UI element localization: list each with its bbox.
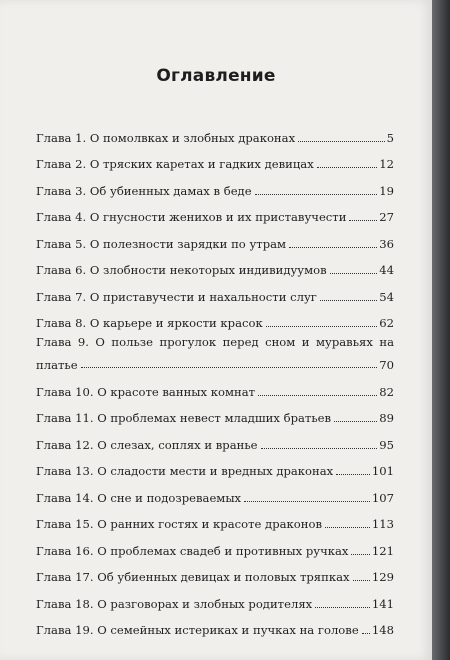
toc-page-number: 27: [379, 210, 394, 224]
toc-page-number: 82: [379, 384, 394, 399]
toc-leader-dots: [334, 420, 377, 422]
toc-entry: [36, 306, 394, 331]
table-of-contents: [36, 120, 394, 637]
toc-entry-label: Глава 13. О сладости мести и вредных драконах: [36, 464, 334, 478]
toc-leader-dots: [261, 447, 378, 449]
toc-leader-dots: [351, 553, 369, 555]
toc-entry: [36, 200, 394, 225]
toc-entry-label: Глава 2. О тряских каретах и гадких девицах: [36, 157, 314, 171]
toc-leader-dots: [244, 500, 370, 502]
toc-page-number: 5: [386, 130, 394, 145]
toc-entry-label: Глава 4. О гнусности женихов и их приставучести: [36, 210, 347, 224]
toc-page-number: 101: [371, 464, 394, 478]
toc-page-number: 12: [379, 157, 394, 171]
toc-leader-dots: [362, 632, 370, 634]
toc-entry-label: Глава 12. О слезах, соплях и вранье: [36, 437, 258, 452]
toc-leader-dots: [320, 299, 377, 301]
toc-entry: [36, 454, 394, 479]
toc-entry-label: Глава 7. О приставучести и нахальности слуг: [36, 289, 317, 304]
toc-entry-label: Глава 11. О проблемах невест младших братьев: [36, 411, 332, 425]
toc-entry-label: Глава 15. О ранних гостях и красоте драконов: [36, 517, 322, 531]
toc-entry-label: Глава 17. Об убиенных девицах и половых тряпках: [36, 570, 350, 584]
toc-entry: [36, 374, 394, 399]
toc-entry: [36, 279, 394, 304]
toc-leader-dots: [317, 166, 377, 168]
toc-entry-label: Глава 8. О карьере и яркости красок: [36, 316, 263, 330]
toc-entry-label: Глава 18. О разговорах и злобных родителях: [36, 596, 313, 611]
toc-page-number: 129: [371, 570, 394, 584]
toc-entry-label: Глава 3. Об убиенных дамах в беде: [36, 183, 252, 198]
toc-page-number: 95: [379, 437, 394, 452]
toc-leader-dots: [336, 473, 370, 475]
toc-entry: [36, 613, 394, 638]
toc-page-number: 36: [379, 236, 394, 251]
toc-entry: [36, 533, 394, 558]
toc-entry-label-continuation: платье: [36, 358, 78, 372]
toc-entry-label: Глава 1. О помолвках и злобных драконах: [36, 130, 296, 145]
toc-entry: [36, 173, 394, 198]
toc-entry-label: Глава 10. О красоте ванных комнат: [36, 384, 256, 399]
toc-page-number: 148: [371, 623, 394, 637]
toc-leader-dots: [258, 394, 377, 396]
page-title: Оглавление: [156, 66, 276, 86]
toc-entry-label: Глава 19. О семейных истериках и пучках на голове: [36, 623, 359, 637]
toc-page-number: 113: [371, 517, 394, 531]
toc-entry: [36, 560, 394, 585]
toc-leader-dots: [353, 579, 370, 581]
toc-leader-dots: [330, 272, 378, 274]
toc-page-number: 89: [379, 411, 394, 425]
toc-leader-dots: [325, 526, 370, 528]
toc-page-number: 19: [379, 183, 394, 198]
toc-entry: [36, 253, 394, 278]
toc-leader-dots: [289, 246, 377, 248]
toc-entry: [36, 427, 394, 452]
toc-entry-label: Глава 16. О проблемах свадеб и противных ручках: [36, 543, 349, 558]
toc-leader-dots: [255, 193, 378, 195]
toc-entry: [36, 586, 394, 611]
toc-leader-dots: [315, 606, 370, 608]
toc-entry-label: Глава 14. О сне и подозреваемых: [36, 490, 242, 505]
page-edge-shadow: [432, 0, 450, 660]
toc-page-number: 107: [371, 490, 394, 505]
toc-entry-label: Глава 5. О полезности зарядки по утрам: [36, 236, 287, 251]
toc-entry: [36, 147, 394, 172]
toc-entry: [36, 332, 394, 374]
toc-entry-label: Глава 9. О пользе прогулок перед сном и муравьях на: [36, 335, 394, 349]
toc-page-number: 44: [379, 263, 394, 277]
toc-leader-dots: [81, 366, 378, 368]
toc-entry: [36, 507, 394, 532]
toc-page-number: 62: [379, 316, 394, 330]
toc-entry: [36, 120, 394, 145]
toc-entry: [36, 480, 394, 505]
toc-page-number: 70: [379, 358, 394, 372]
toc-page-number: 121: [371, 543, 394, 558]
toc-page-number: 141: [371, 596, 394, 611]
toc-leader-dots: [349, 219, 377, 221]
toc-entry: [36, 226, 394, 251]
toc-entry: [36, 401, 394, 426]
toc-leader-dots: [298, 140, 384, 142]
toc-leader-dots: [266, 325, 378, 327]
toc-page-number: 54: [379, 289, 394, 304]
toc-entry-label: Глава 6. О злобности некоторых индивидуумов: [36, 263, 327, 277]
